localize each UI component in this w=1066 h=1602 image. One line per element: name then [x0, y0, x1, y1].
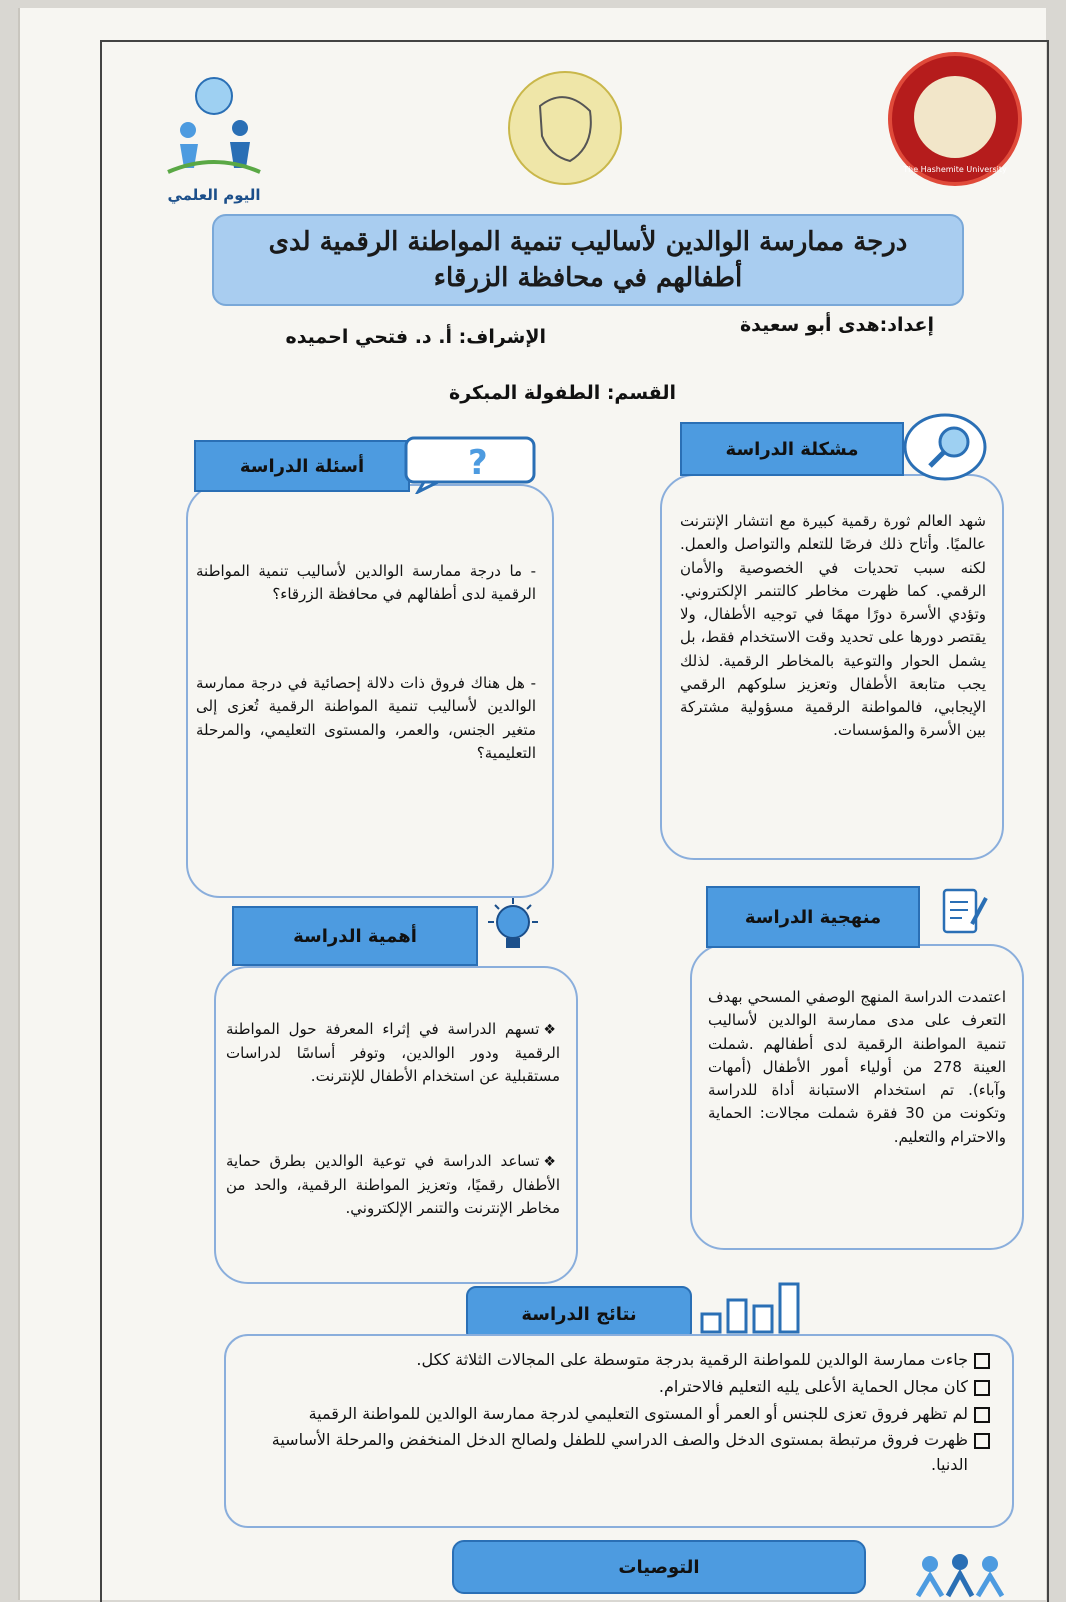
- department-line: القسم: الطفولة المبكرة: [448, 382, 676, 404]
- checkbox-icon: [974, 1407, 990, 1423]
- checklist-icon: [940, 884, 990, 936]
- logo-emblem: [914, 76, 996, 158]
- importance-panel: [214, 966, 578, 1284]
- queen-rania-faculty-logo: [480, 66, 650, 196]
- problem-heading: مشكلة الدراسة: [725, 438, 859, 460]
- question-2: - هل هناك فروق ذات دلالة إحصائية في درجة ممارسة الوالدين لأساليب تنمية المواطنة الرقمية تُعزى إلى متغير الجنس، والعمر، والمستوى التعليمي، والمرحلة التعليمية؟: [196, 674, 536, 762]
- recommendations-header: [452, 1540, 866, 1594]
- problem-header: [680, 422, 904, 476]
- bar-chart-icon: [700, 1280, 810, 1334]
- result-item-1: [248, 1348, 990, 1373]
- magnifier-icon: [902, 412, 988, 482]
- question-bubble-icon: [404, 434, 538, 494]
- methodology-header: [706, 886, 920, 948]
- diamond-bullet-icon: ❖: [543, 1154, 561, 1170]
- importance-header: [232, 906, 478, 966]
- question-1: - ما درجة ممارسة الوالدين لأساليب تنمية المواطنة الرقمية لدى أطفالهم في محافظة الزرقاء؟: [196, 562, 536, 604]
- hashemite-university-logo: [888, 52, 1022, 186]
- result-item-2: [248, 1375, 990, 1400]
- result-text-1: جاءت ممارسة الوالدين للمواطنة الرقمية بدرجة متوسطة على المجالات الثلاثة ككل.: [416, 1350, 968, 1369]
- logo-right-text: The Hashemite University: [903, 165, 1007, 174]
- lightbulb-icon: [480, 896, 546, 956]
- people-icon: [910, 1552, 1006, 1598]
- questions-heading: أسئلة الدراسة: [239, 455, 365, 477]
- checkbox-icon: [974, 1380, 990, 1396]
- result-text-3: لم تظهر فروق تعزى للجنس أو العمر أو المستوى التعليمي لدرجة ممارسة الوالدين للمواطنة الرقمية: [308, 1403, 968, 1423]
- result-item-3: [248, 1402, 990, 1427]
- results-heading: نتائج الدراسة: [521, 1303, 637, 1325]
- scientific-day-logo: [158, 72, 270, 214]
- importance-text-1: تسهم الدراسة في إثراء المعرفة حول المواطنة الرقمية ودور الوالدين، وتوفر أساسًا لدراسات مستقبلية عن استخدام الأطفال للإنترنت.: [226, 1020, 560, 1085]
- importance-text-2: تساعد الدراسة في توعية الوالدين بطرق حماية الأطفال رقميًا، وتعزيز المواطنة الرقمية، والحد من مخاطر الإنترنت والتنمر الإلكتروني.: [226, 1152, 560, 1217]
- diamond-bullet-icon: ❖: [543, 1022, 560, 1038]
- result-text-2: كان مجال الحماية الأعلى يليه التعليم فالاحترام.: [658, 1376, 968, 1396]
- checkbox-icon: [974, 1353, 990, 1369]
- problem-text: شهد العالم ثورة رقمية كبيرة مع انتشار الإنترنت عالميًا. وأتاح ذلك فرصًا للتعلم والتواصل والعمل. لكنه سبب تحديات في الخصوصية والأمان الرقمي. كما ظهرت مخاطر كالتنمر الإلكتروني. وتؤدي الأسرة دورًا مهمًا في توجيه الأطفال، ولا يقتصر دورها على تحديد وقت الاستخدام فقط، بل يشمل الحوار والتوعية بالمخاطر الرقمية. لذلك يجب متابعة الأطفال وتعزيز سلوكهم الرقمي الإيجابي، فالمواطنة الرقمية مسؤولية مشتركة بين الأسرة والمؤسسات.: [680, 512, 986, 740]
- scientific-day-icon: [158, 72, 270, 182]
- importance-heading: أهمية الدراسة: [293, 925, 417, 947]
- poster-title: درجة ممارسة الوالدين لأساليب تنمية المواطنة الرقمية لدى أطفالهم في محافظة الزرقاء: [268, 226, 908, 293]
- methodology-heading: منهجية الدراسة: [744, 906, 882, 928]
- svg-text:?: ?: [468, 443, 488, 483]
- poster-title-box: [212, 214, 964, 306]
- recommendations-heading: التوصيات: [618, 1556, 700, 1578]
- questions-header: [194, 440, 410, 492]
- methodology-text: اعتمدت الدراسة المنهج الوصفي المسحي بهدف التعرف على مدى ممارسة الوالدين لأساليب تنمية المواطنة الرقمية لدى أطفالهم .شملت العينة 278 من أولياء أمور الأطفال (أمهات وآباء). تم استخدام الاستبانة أداة للدراسة وتكونت من 30 فقرة شملت مجالات: الحماية والاحترام والتعليم.: [708, 988, 1006, 1146]
- importance-point-2: [226, 1150, 560, 1220]
- result-item-4: [248, 1428, 990, 1478]
- author-line: إعداد:هدى أبو سعيدة: [739, 314, 934, 336]
- logo-left-text: اليوم العلمي: [167, 186, 261, 204]
- importance-point-1: [226, 1018, 560, 1088]
- supervisor-line: الإشراف: أ. د. فتحي احميده: [285, 326, 546, 348]
- results-list: [248, 1348, 990, 1480]
- checkbox-icon: [974, 1433, 990, 1449]
- result-text-4: ظهرت فروق مرتبطة بمستوى الدخل والصف الدراسي للطفل ولصالح الدخل المنخفض والمرحلة الأساسية الدنيا.: [271, 1430, 968, 1475]
